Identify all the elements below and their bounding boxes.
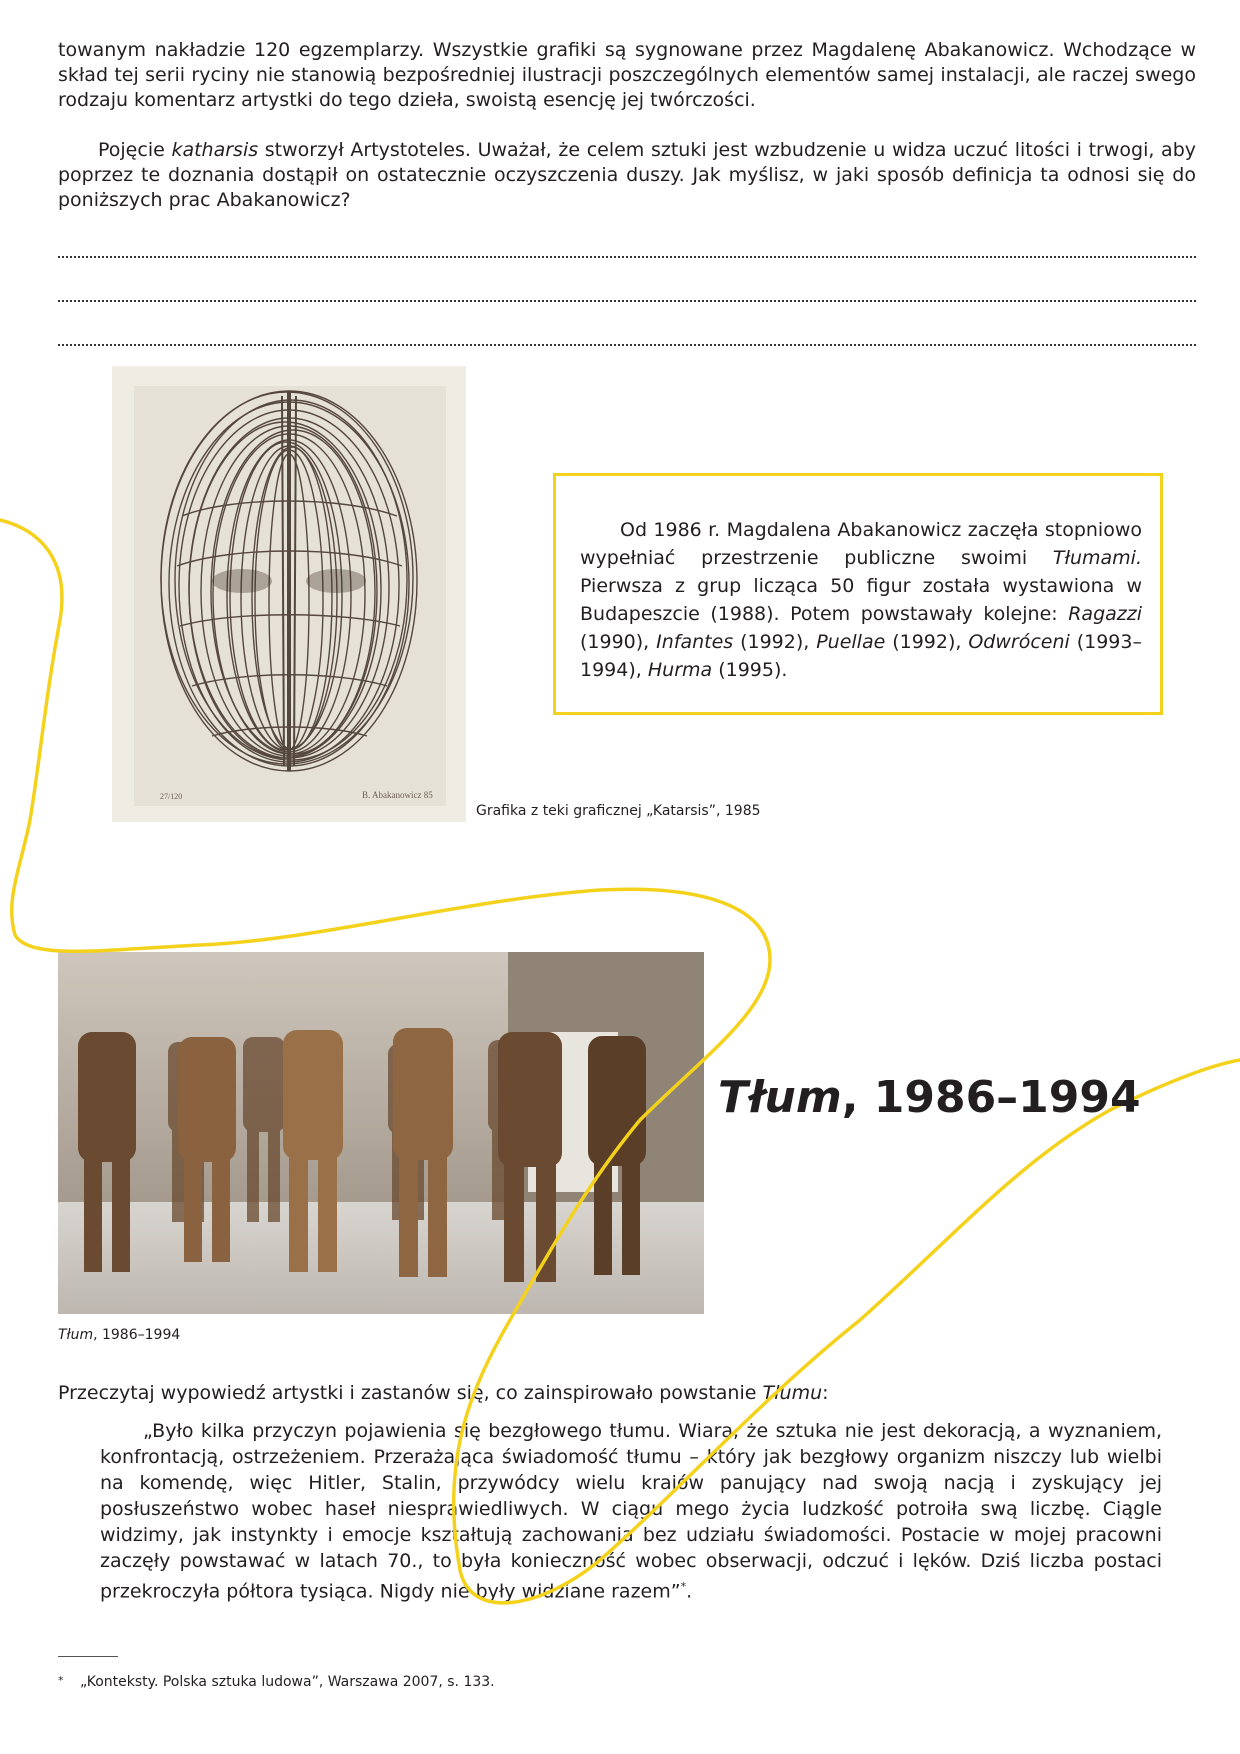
info-box [553, 473, 1163, 715]
answer-line[interactable] [58, 344, 1196, 346]
artist-quote: „Było kilka przyczyn pojawienia się bezgłowego tłumu. Wiara, że sztuka nie jest dekoracją, a wyznaniem, konfrontacją, ostrzeżeniem. Przerażająca świadomość tłumu – który jak bezgłowy organizm niszczy lub wielbi na komendę, więc Hitler, Stalin, przywódcy wielu krajów panujący nad swoją nacją i zyskujący jej posłuszeństwo wobec haseł niesprawiedliwych. W ciągu mego życia ludzkość potroiła swą liczbę. Ciągle widzimy, jak instynkty i emocje kształtują zachowania bez udziału świadomości. Postacie w mojej pracowni zaczęły powstawać w latach 70., to była konieczność wobec obserwacji, odczuć i lęków. Dziś liczba postaci przekroczyła półtora tysiąca. Nigdy nie były widziane razem”*. [100, 1420, 1162, 1603]
footnote: * „Konteksty. Polska sztuka ludowa”, Warszawa 2007, s. 133. [58, 1674, 495, 1690]
crowd-figures [58, 952, 704, 1314]
reading-prompt: Przeczytaj wypowiedź artystki i zastanów się, co zainspirowało powstanie Tłumu: [58, 1382, 829, 1404]
edition-number: 27/120 [160, 792, 183, 801]
question-paragraph: Pojęcie katharsis stworzył Artystoteles. Uważał, że celem sztuki jest wzbudzenie u widza uczuć litości i trwogi, aby poprzez te doznania dostąpił on ostatecznie oczyszczenia duszy. Jak myślisz, w jaki sposób definicja ta odnosi się do poniższych prac Abakanowicz? [58, 139, 1197, 211]
etching-caption: Grafika z teki graficznej „Katarsis”, 1985 [476, 803, 761, 819]
footnote-divider [58, 1656, 118, 1657]
info-box-text: Od 1986 r. Magdalena Abakanowicz zaczęła stopniowo wypełniać przestrzenie publiczne swoimi Tłumami. Pierwsza z grup licząca 50 figur została wystawiona w Budapeszcie (1988). Potem powstawały kolejne: Ragazzi (1990), Infantes (1992), Puellae (1992), Odwróceni (1993–1994), Hurma (1995). [580, 519, 1142, 681]
katarsis-mask-etching [112, 366, 466, 822]
photo-caption: Tłum, 1986–1994 [58, 1327, 181, 1343]
term-katharsis: katharsis [171, 139, 259, 161]
answer-line[interactable] [58, 256, 1196, 258]
answer-line[interactable] [58, 300, 1196, 302]
artist-signature: B. Abakanowicz 85 [362, 790, 433, 800]
intro-paragraph: towanym nakładzie 120 egzemplarzy. Wszystkie grafiki są sygnowane przez Magdalenę Abakanowicz. Wchodzące w skład tej serii ryciny nie stanowią bezpośredniej ilustracji poszczególnych elementów samej instalacji, ale raczej swego rodzaju komentarz artystki do tego dzieła, swoistą esencję jej twórczości. [58, 39, 1196, 111]
footnote-reference[interactable]: * [680, 1580, 687, 1593]
crowd-sculpture-photo [58, 952, 704, 1314]
section-headline: Tłum, 1986–1994 [718, 1072, 1141, 1123]
mask-drawing [112, 366, 466, 822]
